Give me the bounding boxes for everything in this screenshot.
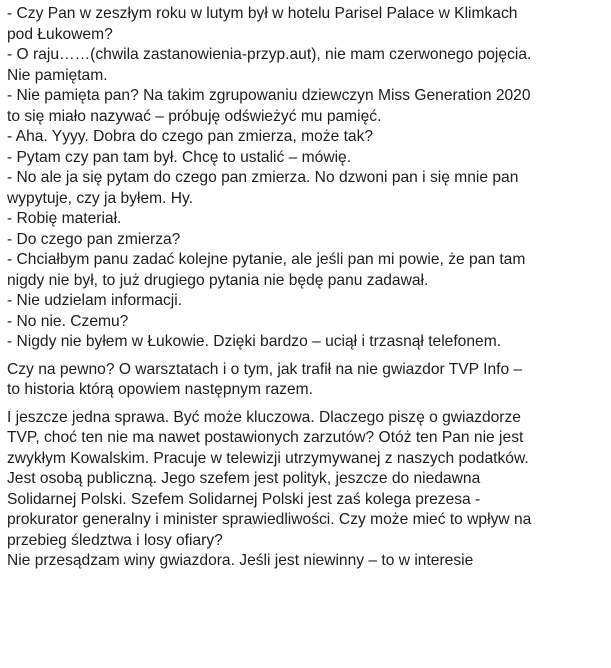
text-line: Nie pamiętam. [7, 66, 108, 84]
text-line: Jest osobą publiczną. Jego szefem jest polityk, jeszcze do niedawna [7, 470, 481, 487]
text-line: zwykłym Kowalskim. Pracuje w telewizji utrzymywanej z naszych podatków. [7, 449, 529, 467]
post-body [7, 4, 607, 572]
text-line: - Chciałbym panu zadać kolejne pytanie, ale jeśli pan mi powie, że pan tam [7, 251, 526, 268]
argument-paragraph [7, 408, 607, 572]
text-line: - Nie pamięta pan? Na takim zgrupowaniu dziewczyn Miss Generation 2020 [7, 87, 531, 104]
text-line: - Nigdy nie byłem w Łukowie. Dzięki bardzo – uciął i trzasnął telefonem. [7, 333, 502, 350]
text-line: pod Łukowem? [7, 25, 113, 43]
text-line: - Pytam czy pan tam był. Chcę to ustalić – mówię. [7, 148, 352, 166]
text-line: Czy na pewno? O warsztatach i o tym, jak trafił na nie gwiazdor TVP Info – [7, 360, 523, 378]
text-line: prokurator generalny i minister sprawiedliwości. Czy może mieć to wpływ na [7, 511, 532, 528]
dialogue-paragraph [7, 4, 607, 353]
text-line: - Robię materiał. [7, 210, 122, 227]
text-line: - No nie. Czemu? [7, 312, 129, 330]
text-line: - Czy Pan w zeszłym roku w lutym był w hotelu Parisel Palace w Klimkach [7, 5, 518, 22]
text-line: I jeszcze jedna sprawa. Być może kluczowa. Dlaczego piszę o gwiazdorze [7, 408, 521, 426]
text-line: przebieg śledztwa i losy ofiary? [7, 531, 223, 549]
text-line: wypytuje, czy ja byłem. Hy. [7, 189, 194, 207]
text-line: Solidarnej Polski. Szefem Solidarnej Polski jest zaś kolega prezesa - [7, 490, 481, 508]
text-line: - Aha. Yyyy. Dobra do czego pan zmierza, może tak? [7, 128, 374, 145]
text-line: nigdy nie był, to już drugiego pytania nie będę panu zadawał. [7, 271, 429, 289]
text-line: Nie przesądzam winy gwiazdora. Jeśli jest niewinny – to w interesie [7, 552, 474, 569]
text-line: - Do czego pan zmierza? [7, 230, 181, 248]
text-line: - No ale ja się pytam do czego pan zmierza. No dzwoni pan i się mnie pan [7, 169, 519, 186]
text-line: TVP, choć ten nie ma nawet postawionych zarzutów? Otóż ten Pan nie jest [7, 429, 524, 446]
text-line: to historia którą opowiem następnym razem. [7, 381, 313, 398]
text-line: to się miało nazywać – próbuję odświeżyć mu pamięć. [7, 107, 382, 125]
text-line: - O raju……(chwila zastanowienia-przyp.aut), nie mam czerwonego pojęcia. [7, 46, 532, 63]
teaser-paragraph [7, 360, 607, 401]
text-line: - Nie udzielam informacji. [7, 292, 183, 309]
